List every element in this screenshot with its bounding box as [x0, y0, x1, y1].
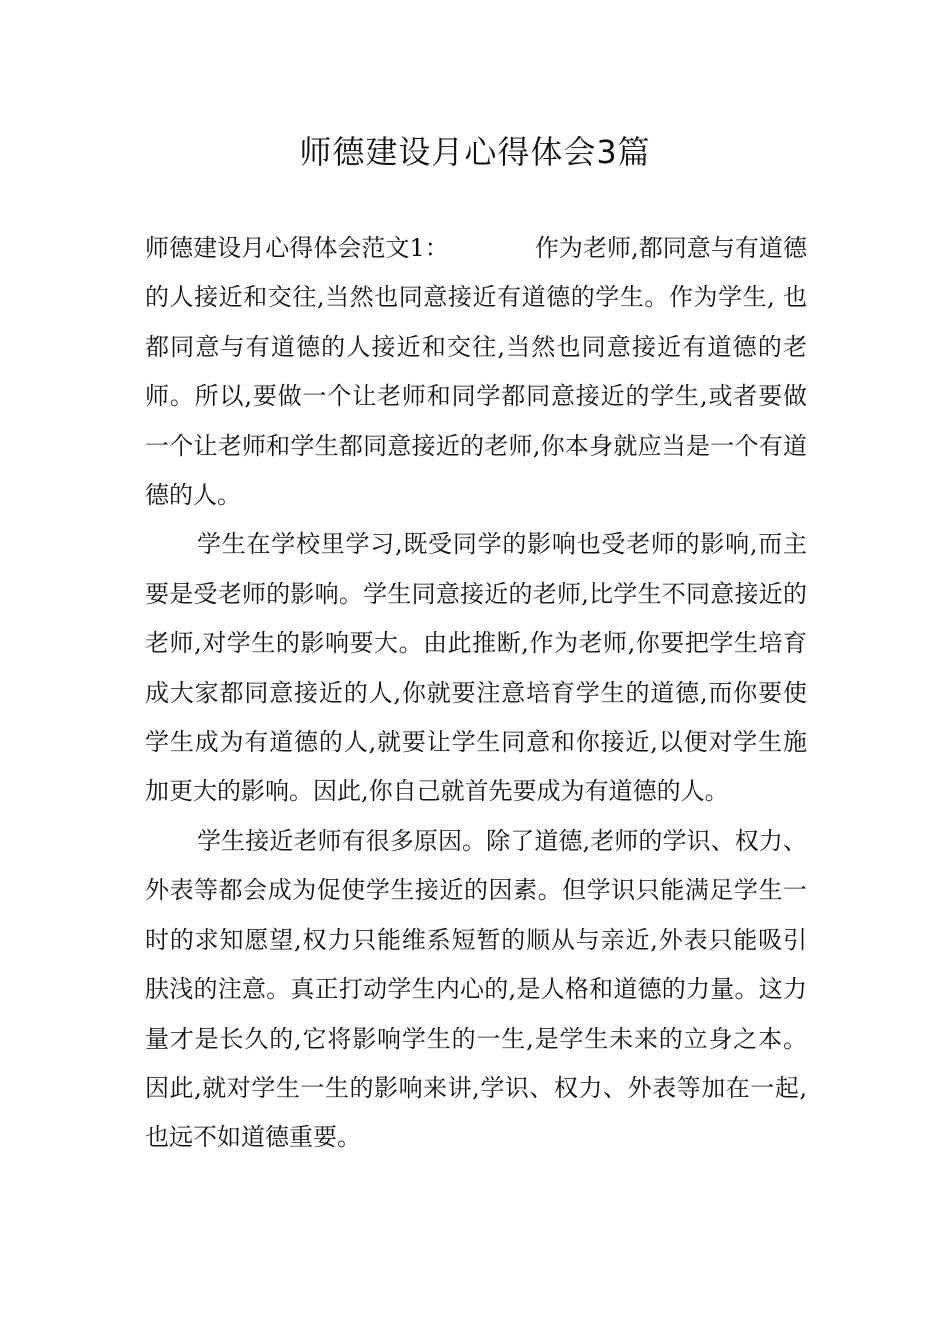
paragraph-3: 学生接近老师有很多原因。除了道德,老师的学识、权力、外表等都会成为促使学生接近的因素。但学识只能满足学生一时的求知愿望,权力只能维系短暂的顺从与亲近,外表只能吸引肤浅的注意。真正打动学生内心的,是人格和道德的力量。这力量才是长久的,它将影响学生的一生,是学生未来的立身之本。因此,就对学生一生的影响来讲,学识、权力、外表等加在一起,也远不如道德重要。	[145, 826, 807, 1152]
paragraph-2: 学生在学校里学习,既受同学的影响也受老师的影响,而主要是受老师的影响。学生同意接近的老师,比学生不同意接近的老师,对学生的影响要大。由此推断,作为老师,你要把学生培育成大家都同意接近的人,你就要注意培育学生的道德,而你要使学生成为有道德的人,就要让学生同意和你接近,以便对学生施加更大的影响。因此,你自己就首先要成为有道德的人。	[145, 530, 807, 806]
article-lead-label: 师德建设月心得体会范文1：	[145, 234, 449, 262]
paragraph-1	[145, 224, 807, 520]
document-body	[145, 224, 807, 1163]
document-title: 师德建设月心得体会3篇	[299, 133, 651, 171]
paragraph-1-text: 作为老师,都同意与有道德的人接近和交往,当然也同意接近有道德的学生。作为学生, 也都同意与有道德的人接近和交往,当然也同意接近有道德的老师。所以,要做一个让老师和同学都同意接近的学生,或者要做一个让老师和学生都同意接近的老师,你本身就应当是一个有道德的人。	[145, 234, 807, 510]
